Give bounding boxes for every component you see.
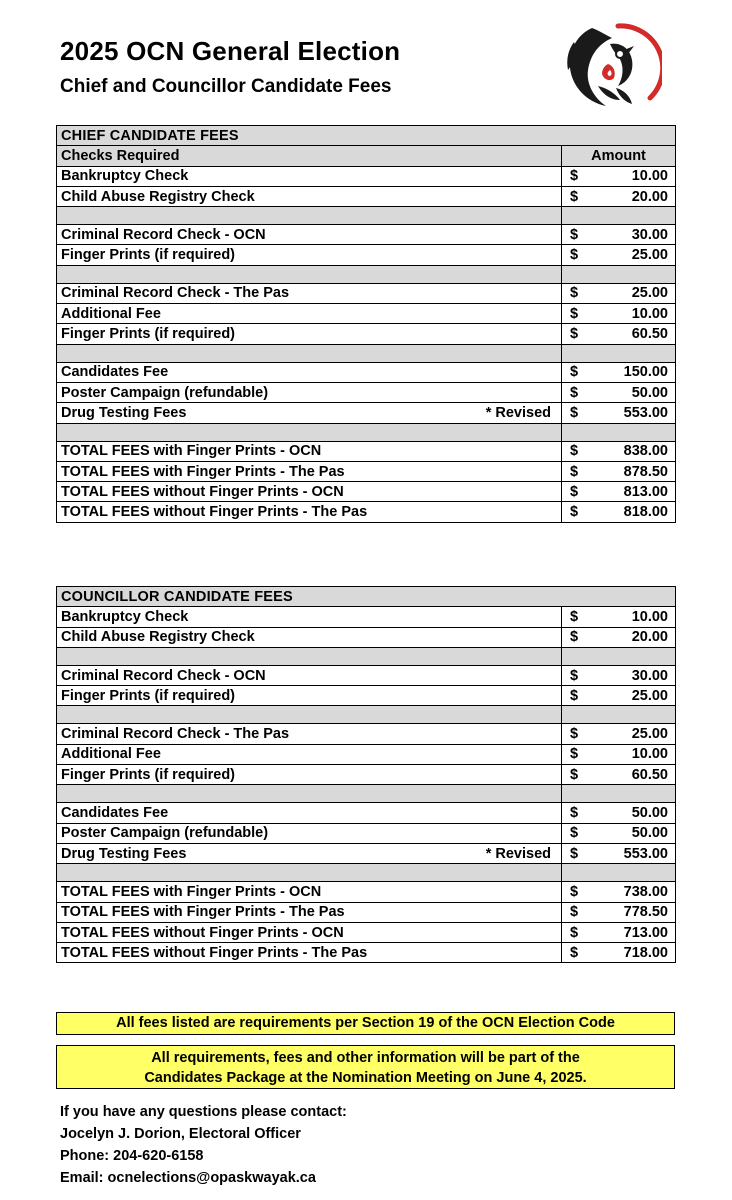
fee-label-cell xyxy=(57,225,562,245)
candidates-package-notice xyxy=(56,1045,675,1089)
fee-amount: 25.00 xyxy=(631,285,668,302)
currency-symbol: $ xyxy=(570,168,579,185)
fee-amount-cell xyxy=(562,403,676,423)
currency-symbol: $ xyxy=(570,504,579,521)
fee-row xyxy=(57,225,676,245)
fee-amount: 20.00 xyxy=(631,188,668,205)
chief-fees-table xyxy=(56,125,676,523)
fee-row xyxy=(57,382,676,402)
currency-symbol: $ xyxy=(570,285,579,302)
fee-amount: 10.00 xyxy=(631,746,668,763)
fee-label: Criminal Record Check - OCN xyxy=(61,226,266,243)
fee-label-cell xyxy=(57,324,562,344)
fee-label-cell xyxy=(57,362,562,382)
fee-label: Candidates Fee xyxy=(61,805,169,822)
currency-symbol: $ xyxy=(570,805,579,822)
fee-label-cell xyxy=(57,502,562,522)
contact-intro: If you have any questions please contact: xyxy=(60,1104,347,1120)
fee-amount: 20.00 xyxy=(631,629,668,646)
fee-label: Finger Prints (if required) xyxy=(61,326,236,343)
councillor-fees-table xyxy=(56,586,676,963)
currency-symbol: $ xyxy=(570,326,579,343)
fee-label: Bankruptcy Check xyxy=(61,608,189,625)
fee-row xyxy=(57,283,676,303)
fee-amount-cell xyxy=(562,882,676,902)
spacer-row xyxy=(57,344,676,362)
fee-row xyxy=(57,166,676,186)
spacer-row xyxy=(57,647,676,665)
fee-label-cell xyxy=(57,304,562,324)
fee-row xyxy=(57,362,676,382)
fee-amount: 718.00 xyxy=(623,944,668,961)
fee-amount: 60.50 xyxy=(631,766,668,783)
fee-row xyxy=(57,324,676,344)
fee-amount: 30.00 xyxy=(631,226,668,243)
spacer-cell xyxy=(57,864,562,882)
councillor-section-title: COUNCILLOR CANDIDATE FEES xyxy=(57,587,676,607)
fee-row xyxy=(57,186,676,206)
fee-amount-cell xyxy=(562,304,676,324)
spacer-cell xyxy=(57,423,562,441)
fee-amount: 10.00 xyxy=(631,305,668,322)
currency-symbol: $ xyxy=(570,687,579,704)
fee-amount-cell xyxy=(562,943,676,963)
fee-amount: 553.00 xyxy=(623,845,668,862)
currency-symbol: $ xyxy=(570,726,579,743)
fee-amount: 878.50 xyxy=(623,463,668,480)
fee-amount: 60.50 xyxy=(631,326,668,343)
fee-amount: 713.00 xyxy=(623,924,668,941)
spacer-cell xyxy=(562,785,676,803)
fee-amount-cell xyxy=(562,245,676,265)
fee-amount-cell xyxy=(562,441,676,461)
fee-row xyxy=(57,403,676,423)
fee-label-cell xyxy=(57,665,562,685)
contact-email: Email: ocnelections@opaskwayak.ca xyxy=(60,1170,316,1186)
fee-label: TOTAL FEES without Finger Prints - The Pas xyxy=(61,504,368,521)
fee-amount: 25.00 xyxy=(631,726,668,743)
fee-label-cell xyxy=(57,627,562,647)
fee-amount: 813.00 xyxy=(623,483,668,500)
fee-label-cell xyxy=(57,186,562,206)
fee-label-cell xyxy=(57,902,562,922)
fee-amount: 25.00 xyxy=(631,247,668,264)
fee-label: Criminal Record Check - The Pas xyxy=(61,726,290,743)
fee-amount-cell xyxy=(562,744,676,764)
currency-symbol: $ xyxy=(570,608,579,625)
currency-symbol: $ xyxy=(570,305,579,322)
fee-row xyxy=(57,482,676,502)
spacer-cell xyxy=(57,647,562,665)
fee-amount: 30.00 xyxy=(631,667,668,684)
chief-section-title: CHIEF CANDIDATE FEES xyxy=(57,126,676,146)
revised-note: * Revised xyxy=(485,405,551,422)
fee-amount: 10.00 xyxy=(631,608,668,625)
fee-label: Poster Campaign (refundable) xyxy=(61,384,269,401)
currency-symbol: $ xyxy=(570,629,579,646)
currency-symbol: $ xyxy=(570,944,579,961)
currency-symbol: $ xyxy=(570,404,579,421)
fee-row xyxy=(57,461,676,481)
fee-amount-cell xyxy=(562,922,676,942)
currency-symbol: $ xyxy=(570,667,579,684)
spacer-cell xyxy=(57,265,562,283)
spacer-cell xyxy=(562,344,676,362)
column-header-row xyxy=(57,146,676,166)
fee-amount-cell xyxy=(562,803,676,823)
councillor-section-title-row xyxy=(57,587,676,607)
fee-label: Bankruptcy Check xyxy=(61,168,189,185)
fee-row xyxy=(57,627,676,647)
spacer-cell xyxy=(562,207,676,225)
currency-symbol: $ xyxy=(570,746,579,763)
fee-amount-cell xyxy=(562,225,676,245)
fee-amount: 50.00 xyxy=(631,825,668,842)
fee-row xyxy=(57,607,676,627)
fee-label: Poster Campaign (refundable) xyxy=(61,825,269,842)
fee-label-cell xyxy=(57,461,562,481)
fee-label-cell xyxy=(57,283,562,303)
amount-header: Amount xyxy=(562,146,676,166)
fee-amount-cell xyxy=(562,607,676,627)
fee-row xyxy=(57,724,676,744)
fee-row xyxy=(57,665,676,685)
ocn-eagle-logo-icon xyxy=(558,20,662,116)
currency-symbol: $ xyxy=(570,904,579,921)
document-header xyxy=(60,34,400,102)
fee-amount-cell xyxy=(562,166,676,186)
spacer-cell xyxy=(57,344,562,362)
fee-label: Criminal Record Check - OCN xyxy=(61,667,266,684)
spacer-cell xyxy=(562,706,676,724)
fee-label-cell xyxy=(57,843,562,863)
fee-amount-cell xyxy=(562,686,676,706)
fee-amount: 50.00 xyxy=(631,384,668,401)
fee-label-cell xyxy=(57,382,562,402)
spacer-cell xyxy=(562,864,676,882)
fee-amount-cell xyxy=(562,382,676,402)
currency-symbol: $ xyxy=(570,883,579,900)
fee-row xyxy=(57,304,676,324)
fee-label-cell xyxy=(57,922,562,942)
currency-symbol: $ xyxy=(570,924,579,941)
currency-symbol: $ xyxy=(570,463,579,480)
checks-required-header: Checks Required xyxy=(57,146,562,166)
fee-amount-cell xyxy=(562,186,676,206)
fee-amount-cell xyxy=(562,724,676,744)
fee-row xyxy=(57,803,676,823)
document-title: 2025 OCN General Election xyxy=(60,36,401,66)
section-19-notice: All fees listed are requirements per Section 19 of the OCN Election Code xyxy=(56,1012,675,1035)
spacer-cell xyxy=(562,265,676,283)
fee-amount: 25.00 xyxy=(631,687,668,704)
fee-label-cell xyxy=(57,803,562,823)
fee-label-cell xyxy=(57,245,562,265)
fee-label-cell xyxy=(57,686,562,706)
fee-row xyxy=(57,943,676,963)
spacer-row xyxy=(57,706,676,724)
fee-row xyxy=(57,744,676,764)
fee-label-cell xyxy=(57,943,562,963)
spacer-cell xyxy=(57,207,562,225)
fee-label: TOTAL FEES without Finger Prints - The Pas xyxy=(61,944,368,961)
fee-row xyxy=(57,902,676,922)
spacer-row xyxy=(57,207,676,225)
fee-label: TOTAL FEES with Finger Prints - The Pas xyxy=(61,904,345,921)
fee-label: Child Abuse Registry Check xyxy=(61,188,255,205)
fee-amount-cell xyxy=(562,362,676,382)
fee-label: TOTAL FEES with Finger Prints - OCN xyxy=(61,443,322,460)
currency-symbol: $ xyxy=(570,384,579,401)
fee-row xyxy=(57,843,676,863)
fee-label-cell xyxy=(57,441,562,461)
fee-label: Additional Fee xyxy=(61,305,161,322)
spacer-row xyxy=(57,864,676,882)
fee-label: Finger Prints (if required) xyxy=(61,687,236,704)
document-subtitle: Chief and Councillor Candidate Fees xyxy=(60,76,392,97)
fee-label: TOTAL FEES without Finger Prints - OCN xyxy=(61,924,344,941)
fee-amount-cell xyxy=(562,843,676,863)
spacer-cell xyxy=(57,785,562,803)
currency-symbol: $ xyxy=(570,443,579,460)
fee-label-cell xyxy=(57,765,562,785)
currency-symbol: $ xyxy=(570,364,579,381)
fee-label: Finger Prints (if required) xyxy=(61,247,236,264)
fee-label: TOTAL FEES with Finger Prints - The Pas xyxy=(61,463,345,480)
fee-amount-cell xyxy=(562,823,676,843)
fee-row xyxy=(57,823,676,843)
fee-row xyxy=(57,245,676,265)
currency-symbol: $ xyxy=(570,845,579,862)
fee-amount-cell xyxy=(562,627,676,647)
fee-label-cell xyxy=(57,744,562,764)
fee-label: Candidates Fee xyxy=(61,364,169,381)
currency-symbol: $ xyxy=(570,483,579,500)
spacer-cell xyxy=(562,423,676,441)
currency-symbol: $ xyxy=(570,226,579,243)
currency-symbol: $ xyxy=(570,188,579,205)
spacer-row xyxy=(57,785,676,803)
fee-row xyxy=(57,922,676,942)
fee-row xyxy=(57,882,676,902)
fee-amount-cell xyxy=(562,283,676,303)
fee-label-cell xyxy=(57,882,562,902)
fee-amount-cell xyxy=(562,482,676,502)
package-notice-line-2: Candidates Package at the Nomination Meeting on June 4, 2025. xyxy=(144,1070,587,1086)
fee-amount-cell xyxy=(562,324,676,344)
package-notice-line-1: All requirements, fees and other information will be part of the xyxy=(151,1050,580,1066)
fee-amount-cell xyxy=(562,765,676,785)
fee-label-cell xyxy=(57,823,562,843)
fee-label-cell xyxy=(57,403,562,423)
fee-label: Additional Fee xyxy=(61,746,161,763)
spacer-cell xyxy=(562,647,676,665)
fee-amount: 818.00 xyxy=(623,504,668,521)
contact-phone: Phone: 204-620-6158 xyxy=(60,1148,204,1164)
fee-label: TOTAL FEES with Finger Prints - OCN xyxy=(61,883,322,900)
fee-label: Child Abuse Registry Check xyxy=(61,629,255,646)
fee-label-cell xyxy=(57,482,562,502)
fee-row xyxy=(57,765,676,785)
currency-symbol: $ xyxy=(570,247,579,264)
fee-amount: 10.00 xyxy=(631,168,668,185)
spacer-cell xyxy=(57,706,562,724)
currency-symbol: $ xyxy=(570,766,579,783)
fee-label: Drug Testing Fees xyxy=(61,845,187,862)
contact-name: Jocelyn J. Dorion, Electoral Officer xyxy=(60,1126,301,1142)
fee-amount-cell xyxy=(562,665,676,685)
fee-amount: 553.00 xyxy=(623,404,668,421)
currency-symbol: $ xyxy=(570,825,579,842)
fee-amount: 738.00 xyxy=(623,883,668,900)
fee-amount: 838.00 xyxy=(623,443,668,460)
fee-amount-cell xyxy=(562,502,676,522)
fee-label-cell xyxy=(57,166,562,186)
fee-label: Criminal Record Check - The Pas xyxy=(61,285,290,302)
fee-row xyxy=(57,441,676,461)
fee-row xyxy=(57,686,676,706)
fee-amount: 778.50 xyxy=(623,904,668,921)
fee-amount: 150.00 xyxy=(623,364,668,381)
fee-label: TOTAL FEES without Finger Prints - OCN xyxy=(61,483,344,500)
fee-amount-cell xyxy=(562,461,676,481)
fee-row xyxy=(57,502,676,522)
fee-label: Drug Testing Fees xyxy=(61,404,187,421)
chief-section-title-row xyxy=(57,126,676,146)
spacer-row xyxy=(57,423,676,441)
fee-label-cell xyxy=(57,607,562,627)
spacer-row xyxy=(57,265,676,283)
fee-label-cell xyxy=(57,724,562,744)
fee-label: Finger Prints (if required) xyxy=(61,766,236,783)
revised-note: * Revised xyxy=(485,845,551,862)
fee-amount-cell xyxy=(562,902,676,922)
contact-info xyxy=(60,1101,347,1189)
fee-amount: 50.00 xyxy=(631,805,668,822)
